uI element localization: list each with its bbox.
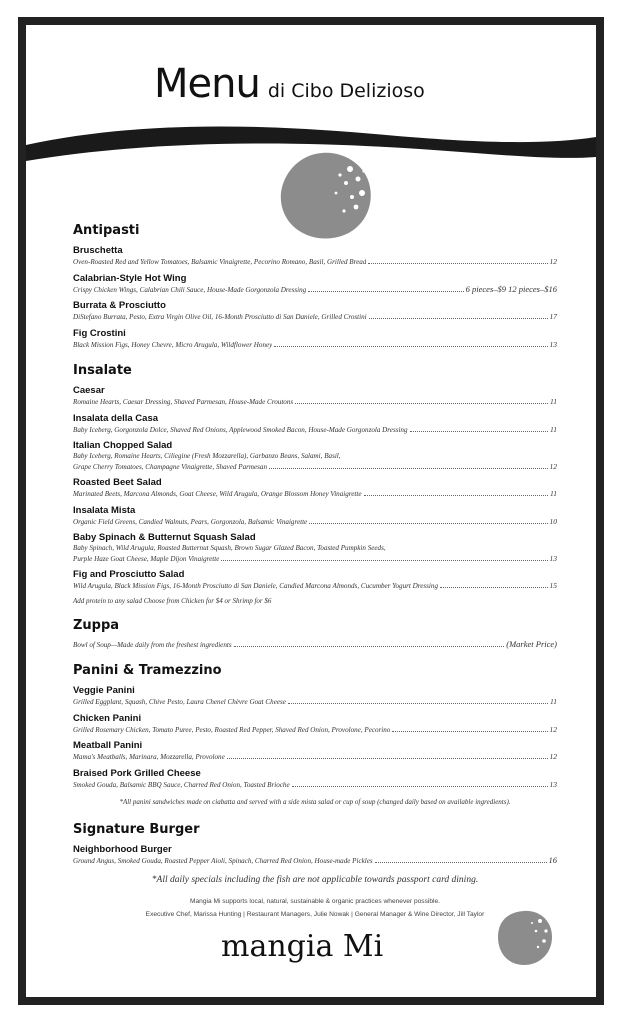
menu-frame [18,17,604,1005]
item-description: Grilled Rosemary Chicken, Tomato Puree, Pesto, Roasted Red Pepper, Shaved Red Onion, Provolone, Pecorino [73,725,391,734]
menu-item [73,640,557,651]
section-title-insalate: Insalate [73,363,132,378]
credits [73,895,557,921]
item-price: 11 [550,697,557,706]
item-price: (Market Price) [506,638,557,649]
item-price: 15 [549,581,557,590]
item-name: Caesar [73,385,105,396]
menu-item [73,245,557,268]
item-name: Baby Spinach & Butternut Squash Salad [73,532,256,543]
menu-item [73,328,557,351]
section-title-burger: Signature Burger [73,822,200,837]
mangia-mi-logo [221,929,383,964]
menu-item [73,477,557,500]
item-name: Burrata & Prosciutto [73,300,166,311]
menu-item [73,685,557,708]
item-name: Meatball Panini [73,740,143,751]
item-price: 10 [549,516,557,526]
item-description: Crispy Chicken Wings, Calabrian Chili Sauce, House-Made Gorgonzola Dressing [73,285,307,294]
section-title-antipasti: Antipasti [73,223,140,238]
item-name: Insalata della Casa [73,412,159,424]
menu-item [73,440,557,472]
stone-logo-small-icon [496,909,554,967]
item-name: Calabrian-Style Hot Wing [73,272,187,284]
menu-item [73,273,557,296]
item-name: Veggie Panini [73,685,135,696]
item-name: Roasted Beet Salad [73,477,162,488]
item-price: 11 [550,424,557,434]
item-description: Baby Iceberg, Gorgonzola Dolce, Shaved Red Onions, Applewood Smoked Bacon, House-Made Gorgonzola Dressing [73,425,408,434]
item-name: Braised Pork Grilled Cheese [73,767,201,779]
staff-credits: Executive Chef, Marissa Hunting | Restaurant Managers, Julie Nowak | General Manager & Wine Director, Jill Taylor [145,910,485,918]
item-description: Oven-Roasted Red and Yellow Tomatoes, Balsamic Vinaigrette, Pecorino Romano, Basil, Grilled Bread [73,258,367,266]
item-price: 12 [549,752,557,761]
menu-item [73,413,557,436]
menu-title: Menu [154,61,260,107]
item-description: Romaine Hearts, Caesar Dressing, Shaved Parmesan, House-Made Croutons [73,398,294,406]
item-description: Black Mission Figs, Honey Chevre, Micro Arugula, Wildflower Honey [73,340,273,349]
menu-content [73,223,557,921]
item-description: Smoked Gouda, Balsamic BBQ Sauce, Charred Red Onion, Toasted Brioche [73,780,290,789]
item-price: 13 [549,553,557,563]
item-price: 13 [549,779,557,789]
item-price: 13 [549,339,557,349]
item-name: Neighborhood Burger [73,844,172,855]
menu-item [73,505,557,528]
item-description: Grape Cherry Tomatoes, Champagne Vinaigrette, Shaved Parmesan [73,462,268,471]
menu-item [73,569,557,592]
item-description: Ground Angus, Smoked Gouda, Roasted Pepper Aioli, Spinach, Charred Red Onion, House-made Pickles [73,857,373,865]
item-description: Marinated Beets, Marcona Almonds, Goat Cheese, Wild Arugula, Orange Blossom Honey Vinaigrette [73,490,362,498]
menu-subtitle: di Cibo Delizioso [267,80,425,102]
item-name: Fig Crostini [73,327,126,339]
item-description: Organic Field Greens, Candied Walnuts, Pears, Gorgonzola, Balsamic Vinaigrette [73,517,308,526]
menu-item [73,844,557,867]
salad-protein-note: Add protein to any salad Choose from Chicken for $4 or Shrimp for $6 [73,596,272,605]
logo-text: mangia Mi [221,929,384,964]
item-description: Grilled Eggplant, Squash, Chive Pesto, Laura Chenel Chèvre Goat Cheese [73,698,286,706]
item-price: 12 [549,461,557,471]
item-description: Purple Haze Goat Cheese, Maple Dijon Vinaigrette [73,554,220,563]
menu-item [73,300,557,323]
item-price: 12 [549,257,557,266]
item-description: DiStefano Burrata, Pesto, Extra Virgin Olive Oil, 16-Month Prosciutto di San Daniele, Grilled Crostini [73,313,367,321]
item-price: 11 [550,489,557,498]
item-description: Wild Arugula, Black Mission Figs, 16-Month Prosciutto di San Daniele, Candied Marcona Almonds, Cucumber Yogurt Dressing [73,582,438,590]
menu-header [154,61,425,107]
item-price: 12 [549,724,557,734]
panini-note: *All panini sandwiches made on ciabatta and served with a side mista salad or cup of soup (changed daily based on available ingredients). [119,798,511,806]
passport-disclaimer: *All daily specials including the fish are not applicable towards passport card dining. [151,874,479,885]
item-price: 6 pieces–$9 12 pieces–$16 [465,283,557,294]
item-name: Chicken Panini [73,712,142,724]
item-description: Mama's Meatballs, Marinara, Mozzarella, Provolone [73,753,225,761]
section-title-zuppa: Zuppa [73,617,120,633]
item-name: Insalata Mista [73,504,136,516]
menu-item [73,385,557,408]
item-description-line: Baby Iceberg, Romaine Hearts, Ciliegine (Fresh Mozzarella), Garbanzo Beans, Salami, Basil, [73,452,341,460]
item-name: Bruschetta [73,245,123,256]
item-description: Bowl of Soup—Made daily from the freshest ingredients [73,640,232,649]
section-title-panini: Panini & Tramezzino [73,663,222,678]
item-price: 11 [550,397,557,406]
menu-item [73,532,557,564]
sustainability-statement: Mangia Mi supports local, natural, sustainable & organic practices whenever possible. [190,897,440,905]
menu-item [73,713,557,736]
menu-item [73,768,557,791]
item-name: Italian Chopped Salad [73,440,173,451]
item-price: 16 [548,855,557,865]
menu-item [73,740,557,763]
item-name: Fig and Prosciutto Salad [73,569,185,580]
item-description-line: Baby Spinach, Wild Arugula, Roasted Butternut Squash, Brown Sugar Glazed Bacon, Toasted Pumpkin Seeds, [73,544,386,552]
item-price: 17 [549,312,557,321]
